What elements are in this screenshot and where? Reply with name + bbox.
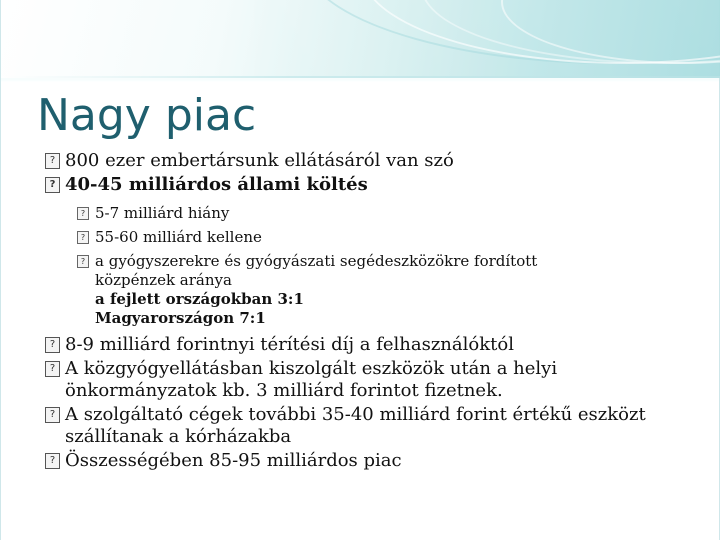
bullet-item (45, 404, 685, 448)
slide-title: Nagy piac (37, 90, 257, 141)
sub-bullet-text: Magyarországon 7:1 (95, 309, 266, 327)
missing-glyph-bullet-icon (45, 177, 60, 193)
header-divider (1, 76, 720, 78)
slide-body (45, 150, 685, 474)
sub-bullet-item (77, 252, 685, 328)
bullet-item (45, 150, 685, 172)
bullet-text: önkormányzatok kb. 3 milliárd forintot fizetnek. (65, 380, 503, 401)
bullet-item (45, 334, 685, 356)
bullet-item (45, 450, 685, 472)
bullet-text: 40-45 milliárdos állami költés (65, 174, 368, 195)
sub-bullet-item (77, 204, 685, 223)
missing-glyph-bullet-icon (45, 407, 60, 423)
sub-bullet-text: a gyógyszerekre és gyógyászati segédeszközökre fordított (95, 252, 538, 270)
bullet-text: szállítanak a kórházakba (65, 426, 292, 447)
header-decoration (1, 0, 720, 78)
bullet-text: Összességében 85-95 milliárdos piac (65, 450, 402, 471)
sub-bullet-list (45, 204, 685, 328)
bullet-item (45, 358, 685, 402)
missing-glyph-bullet-icon (45, 337, 60, 353)
missing-glyph-bullet-icon (45, 453, 60, 469)
missing-glyph-bullet-icon (77, 255, 89, 268)
sub-bullet-text: közpénzek aránya (95, 271, 232, 289)
missing-glyph-bullet-icon (45, 361, 60, 377)
missing-glyph-bullet-icon (77, 231, 89, 244)
missing-glyph-bullet-icon (45, 153, 60, 169)
missing-glyph-bullet-icon (77, 207, 89, 220)
sub-bullet-item (77, 228, 685, 247)
sub-bullet-text: a fejlett országokban 3:1 (95, 290, 304, 308)
bullet-text: A közgyógyellátásban kiszolgált eszközök után a helyi (65, 358, 558, 379)
bullet-text: A szolgáltató cégek további 35-40 milliárd forint értékű eszközt (65, 404, 646, 425)
bullet-item (45, 174, 685, 196)
bullet-text: 8-9 milliárd forintnyi térítési díj a felhasználóktól (65, 334, 514, 355)
sub-bullet-text: 5-7 milliárd hiány (95, 204, 230, 222)
bullet-text: 800 ezer embertársunk ellátásáról van szó (65, 150, 454, 171)
sub-bullet-text: 55-60 milliárd kellene (95, 228, 262, 246)
